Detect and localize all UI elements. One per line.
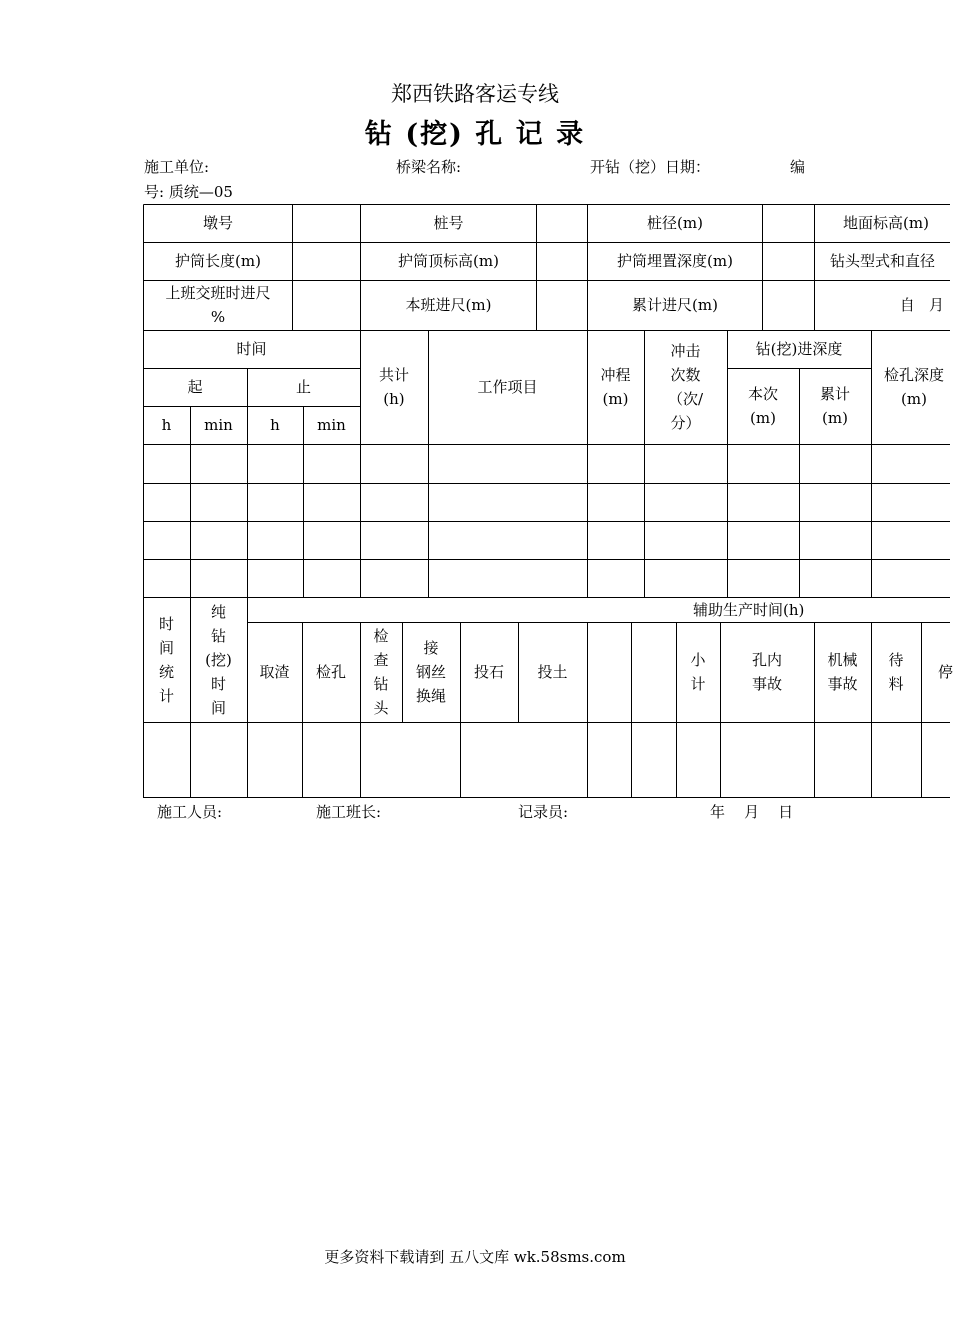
stop-minute-header: min bbox=[317, 416, 346, 434]
shift-progress-label: 本班进尺(m) bbox=[405, 296, 492, 314]
pure-drill-time-label: 纯 钻 (挖) 时 间 bbox=[205, 602, 232, 717]
total-hours-header: 共计 (h) bbox=[378, 366, 409, 408]
stop-hour-header: h bbox=[270, 416, 280, 434]
bit-type-label: 钻头型式和直径 bbox=[830, 252, 936, 270]
throw-soil-label: 投土 bbox=[537, 663, 568, 681]
cumulative-depth-header: 累计 (m) bbox=[819, 385, 850, 427]
record-date-label: 年 月 日 bbox=[710, 803, 794, 821]
date-from-label: 自 月 bbox=[899, 296, 944, 314]
handover-progress-label: 上班交班时进尺 % bbox=[165, 284, 271, 326]
document-subtitle: 郑西铁路客运专线 bbox=[391, 82, 559, 106]
recorder-label: 记录员: bbox=[518, 803, 569, 821]
pile-no-label: 桩号 bbox=[433, 214, 464, 232]
machine-accident-label: 机械 事故 bbox=[827, 651, 858, 693]
foreman-label: 施工班长: bbox=[316, 803, 382, 821]
start-minute-header: min bbox=[204, 416, 233, 434]
time-stats-label: 时 间 统 计 bbox=[158, 614, 174, 705]
check-bit-label: 检 查 钻 头 bbox=[373, 627, 389, 717]
this-time-depth-header: 本次 (m) bbox=[747, 385, 778, 427]
work-item-header: 工作项目 bbox=[477, 378, 538, 396]
rope-change-label: 接 钢丝 换绳 bbox=[415, 639, 446, 705]
aux-time-header: 辅助生产时间(h) bbox=[693, 600, 805, 619]
pier-no-label: 墩号 bbox=[202, 214, 233, 232]
workers-label: 施工人员: bbox=[157, 803, 223, 821]
drill-depth-header: 钻(挖)进深度 bbox=[755, 340, 843, 358]
casing-top-elevation-label: 护筒顶标高(m) bbox=[398, 252, 499, 270]
form-number-value: 号: 质统—05 bbox=[144, 183, 233, 201]
throw-stone-label: 投石 bbox=[473, 663, 504, 681]
slag-label: 取渣 bbox=[259, 663, 290, 681]
total-progress-label: 累计进尺(m) bbox=[632, 296, 718, 314]
stroke-header: 冲程 (m) bbox=[600, 366, 631, 408]
casing-embed-depth-label: 护筒埋置深度(m) bbox=[617, 252, 733, 270]
document-title: 钻 (挖) 孔 记 录 bbox=[364, 119, 586, 150]
start-date-label: 开钻（挖）日期： bbox=[590, 158, 711, 176]
check-depth-header: 检孔深度 (m) bbox=[884, 366, 945, 408]
hole-accident-label: 孔内 事故 bbox=[751, 651, 782, 693]
bridge-name-label: 桥梁名称: bbox=[396, 158, 462, 176]
start-hour-header: h bbox=[161, 416, 172, 434]
impact-count-header: 冲击 次数 （次/ 分） bbox=[667, 342, 704, 432]
stop-label: 停 bbox=[938, 663, 954, 681]
stop-header: 止 bbox=[295, 378, 311, 396]
time-header: 时间 bbox=[236, 340, 267, 358]
pile-diameter-label: 桩径(m) bbox=[647, 214, 703, 232]
form-number-label: 编 bbox=[790, 158, 806, 176]
ground-elevation-label: 地面标高(m) bbox=[843, 214, 929, 232]
subtotal-label: 小 计 bbox=[690, 651, 706, 693]
download-note: 更多资料下载请到 五八文库 wk.58sms.com bbox=[324, 1248, 626, 1266]
casing-length-label: 护筒长度(m) bbox=[175, 252, 261, 270]
check-hole-label: 检孔 bbox=[315, 663, 346, 681]
wait-material-label: 待 料 bbox=[888, 651, 904, 693]
start-header: 起 bbox=[187, 378, 203, 396]
construction-unit-label: 施工单位: bbox=[144, 158, 210, 176]
